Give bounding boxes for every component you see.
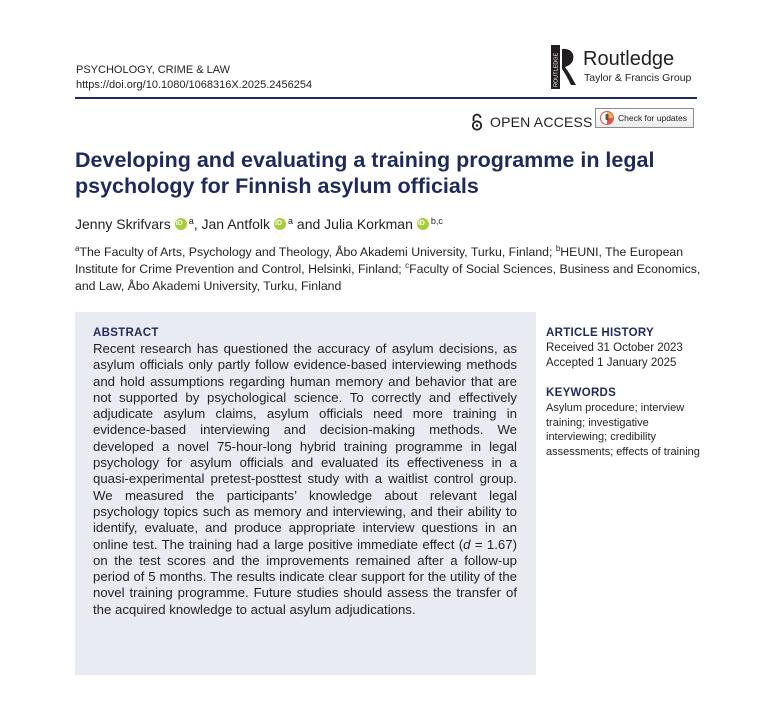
journal-name: PSYCHOLOGY, CRIME & LAW (76, 64, 231, 76)
check-for-updates-icon (600, 111, 614, 125)
author-name[interactable]: Jenny Skrifvars (75, 216, 171, 232)
check-for-updates-label: Check for updates (618, 113, 687, 123)
affiliation-text: The Faculty of Arts, Psychology and Theology, Åbo Akademi University, Turku, Finland; (79, 245, 556, 259)
publisher-logo (551, 45, 701, 89)
affiliation-mark: b (555, 243, 561, 253)
author-name[interactable]: Jan Antfolk (201, 216, 270, 232)
check-for-updates-button[interactable] (595, 108, 694, 128)
orcid-icon[interactable] (417, 218, 429, 230)
open-lock-icon (470, 113, 484, 131)
keywords-heading: KEYWORDS (546, 387, 617, 399)
article-history (546, 327, 706, 371)
keywords-list: Asylum procedure; interview training; investigative interviewing; credibility assessments; effects of training (546, 402, 700, 458)
journal-doi-link[interactable]: https://doi.org/10.1080/1068316X.2025.2456254 (76, 79, 313, 91)
orcid-icon[interactable] (274, 218, 286, 230)
author-name[interactable]: Julia Korkman (324, 216, 413, 232)
affiliation-text: Faculty of Social Sciences, Business and Economics, and Law, Åbo Akademi University, Turku, Finland (75, 262, 701, 293)
author-affiliation-mark: a (188, 216, 194, 226)
author-separator: and (293, 216, 325, 232)
abstract-heading: ABSTRACT (93, 327, 159, 339)
accepted-date: Accepted 1 January 2025 (546, 357, 677, 369)
keywords-section (546, 387, 706, 459)
effect-size-value: = 1.67 (470, 536, 513, 552)
affiliation-mark: a (75, 243, 80, 253)
affiliation-text: HEUNI, The European Institute for Crime Prevention and Control, Helsinki, Finland; (75, 245, 684, 276)
header-rule (75, 97, 697, 99)
orcid-icon[interactable] (175, 218, 187, 230)
routledge-mark-icon (551, 45, 577, 89)
open-access-label: OPEN ACCESS (490, 114, 593, 130)
author-separator: , (193, 216, 202, 232)
author-affiliation-mark: a (288, 216, 294, 226)
affiliation-mark: c (405, 260, 410, 270)
author-affiliation-mark: b,c (430, 216, 443, 226)
open-access-badge (470, 113, 593, 131)
article-title: Developing and evaluating a training programme in legal psychology for Finnish asylum officials (75, 148, 655, 198)
publisher-spine-text: ROUTLEDGE (553, 52, 560, 87)
publisher-name: Routledge (583, 48, 675, 70)
publisher-subtitle: Taylor & Francis Group (584, 72, 692, 84)
abstract-text-part: ) on the test scores and the improvements remained after a follow-up period of 5 months. The results indicate clear support for the utility of the novel training programme. Future studies should assess the transfer of the acquired knowledge to actual asylum adjudications. (93, 536, 517, 617)
received-date: Received 31 October 2023 (546, 342, 683, 354)
author-list (75, 211, 443, 234)
abstract-text-part: Recent research has questioned the accuracy of asylum decisions, as asylum officials only partly follow evidence-based interviewing methods and hold assumptions regarding human memory and behavior that are not supported by psychological science. To correctly and effectively adjudicate asylum claims, asylum officials need more training in evidence-based interviewing and decision-making methods. We developed a novel 75-hour-long hybrid training programme in legal psychology for asylum officials and evaluated its effectiveness in a quasi-experimental pretest-posttest study with a waitlist control group. We measured the participants’ knowledge about relevant legal psychology topics such as memory and interviewing, and their ability to identify, evaluate, and produce appropriate interview questions in an online test. The training had a large positive immediate effect ( (93, 341, 517, 552)
journal-header (76, 63, 312, 93)
abstract-text (93, 341, 517, 618)
article-history-heading: ARTICLE HISTORY (546, 327, 655, 339)
effect-size-symbol: d (463, 536, 471, 552)
affiliations (75, 244, 705, 295)
